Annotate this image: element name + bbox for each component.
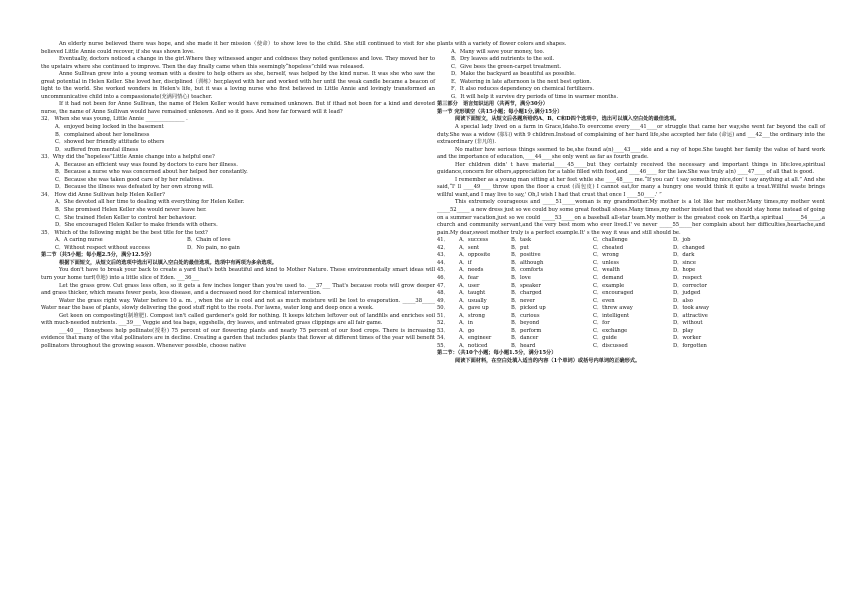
question-number: 52． [437, 320, 449, 327]
option: A．Because an efficient way was found by doctors to cure her illness. [55, 161, 238, 168]
choice-option: B．never [511, 297, 535, 304]
choice-row [437, 335, 825, 343]
question-stem: 35． Which of the following might be the best title for the text? [41, 229, 208, 236]
choice-option: D．job [673, 237, 691, 244]
passage-paragraph: Eventually, doctors noticed a change in the girl.Where they witnessed anger and coldness they noted gentleness and love. They moved her to the upstairs where she continued to improve. Then the day finally came when this seemingly“hopeless”child was released. [41, 56, 435, 70]
choice-option: A．taught [459, 290, 486, 297]
choice-option: C．cheated [593, 244, 624, 251]
options-row [41, 237, 435, 245]
choice-option: C．demand [593, 274, 624, 281]
choice-row [437, 267, 825, 275]
question-number: 41． [437, 237, 449, 244]
choice-option: D．attractive [673, 312, 708, 319]
choice-option: C．unless [593, 259, 619, 266]
choice-option: C．guide [593, 335, 617, 342]
section-title: 第二节：（共10个小题；每小题1.5分，满分15分） [437, 350, 557, 357]
option: D．Make the backyard as beautiful as possible. [451, 71, 576, 78]
question-block [41, 116, 435, 154]
choice-option: D．worker [673, 335, 702, 342]
question-number: 42． [437, 244, 449, 251]
choice-option: C．encouraged [593, 290, 634, 297]
choice-option: C．wrong [593, 252, 619, 259]
option: C．showed her friendly attitude to others [55, 139, 165, 146]
cloze-paragraph: This extremely courageous and _____51_____woman is my grandmother.My mother is a lot like her mother.Many times,my mother went _____52_____ a new dress just so we could buy some great football shoes.Many times,my mother insisted that we should stay home instead of going on a summer vacation,just so we could _____53_____on a baseball all-star team.My mother is the greatest cook on Earth,a spiritual ______54_____,a church and community servant,and the very best mom who ever lived.I' ve never _____55_____her complain about her difficulties,heartache,and pain.My dear,sweet mother truly is a perfect example.It' s the way it was and still should be. [437, 199, 825, 236]
choice-option: D．hope [673, 267, 696, 274]
choice-option: B．picked up [511, 305, 546, 312]
choice-option: A．gave up [459, 305, 489, 312]
passage-paragraph: Let the grass grow. Cut grass less often, so it gets a few inches longer than you're used to. ___37___ That's because roots will grow deeper and grass thicker, which means fewer pests, less disease, and a decreased need for chemical intervention. [41, 282, 435, 297]
cloze-paragraph: No matter how serious things seemed to be,she found a(n)____43____side and a ray of hope.She taught her family the value of hard work and the importance of education,____44____she only went as far as fourth grade. [437, 146, 825, 161]
cloze-paragraph: I remember as a young man sitting at her feet while she ____48____ me.“If you can' t say something nice,don' t say anything at all.” And she said,“I' ll ____49____ throw upon the floor a crust (面包皮) I cannot eat,for many a hungry one would think it quite a treat.Willful waste brings willful want,and I may live to say,' Oh,I wish I had that crust that once I ____50____.' ” [437, 176, 825, 198]
choice-option: A．user [459, 282, 480, 289]
passage-continuation: plants with a variety of flower colors and shapes. [437, 41, 567, 47]
choice-option: C．for [593, 320, 610, 327]
section-title: 第一节 完形填空（共15小题；每小题1分,满分15分） [437, 108, 563, 115]
choice-option: C．discussed [593, 342, 628, 349]
choice-option: C．exchange [593, 327, 628, 334]
question-stem: 33．Why did the“hopeless”Little Annie change into a helpful one? [41, 154, 215, 161]
choice-option: D．play [673, 327, 694, 334]
option: D．She encouraged Helen Keller to make friends with others. [55, 222, 218, 229]
choice-option: A．go [459, 327, 475, 334]
choice-option: B．positive [511, 252, 541, 259]
question-number: 46． [437, 274, 449, 281]
choice-row [437, 305, 825, 313]
question-stem: 34． How did Anne Sullivan help Helen Keller? [41, 191, 165, 198]
option: A．She devoted all her time to dealing with everything for Helen Keller. [55, 199, 245, 206]
choice-row [437, 260, 825, 268]
question-number: 55． [437, 342, 449, 349]
choice-option: D．judged [673, 290, 701, 297]
choice-option: A．opposite [459, 252, 491, 259]
choice-option: B．curious [511, 312, 540, 319]
choice-option: D．without [673, 320, 703, 327]
option: B．Dry leaves add nutrients to the soil. [451, 56, 555, 63]
left-column [41, 41, 435, 350]
passage-paragraph: Water the grass right way. Water before 10 a. m. , when the air is cool and not as much moisture will be lost to evaporation. _____38_____ Water near the base of plants, slowly delivering the good stuff right to the roots. For lawns, water long and deep once a week. [41, 297, 435, 312]
choice-row [437, 275, 825, 283]
option: C．Give bees the green-carpet treatment. [451, 63, 562, 70]
choice-option: A．fear [459, 274, 479, 281]
cloze-paragraph: A special lady lived on a farm in Grace,Idaho.To overcome every____41____or struggle that came her way,she went far beyond the call of duty.She was a widow (寡妇) with 9 children.Instead of complaining of her hard life,she accepted her fate (命运) and ___42___the ordinary into the extraordinary (非凡的). [437, 124, 825, 146]
question-number: 51． [437, 312, 449, 319]
choice-option: D．respect [673, 274, 702, 281]
option: D．suffered from mental illness [55, 146, 139, 153]
choice-option: D．changed [673, 244, 705, 251]
choice-option: C．challenge [593, 237, 628, 244]
option: C．She trained Helen Keller to control her behaviour. [55, 214, 197, 221]
choice-option: B．dancer [511, 335, 539, 342]
option: B．She promised Helen Keller she would never leave her. [55, 207, 207, 214]
passage-paragraph: You don't have to break your back to create a yard that's both beautiful and kind to Mother Nature. These environmentally smart ideas will turn your home turf(草地) into a little slice of Eden. ___36___ [41, 267, 435, 281]
choice-option: B．task [511, 237, 531, 244]
choice-row [437, 290, 825, 298]
choices-table [437, 237, 825, 350]
choice-option: B．put [511, 244, 529, 251]
right-column [437, 41, 825, 366]
choice-row [437, 328, 825, 336]
question-number: 47． [437, 282, 449, 289]
question-stem: 32． When she was young, Little Annie _______________ . [41, 116, 188, 123]
choice-option: B．although [511, 259, 544, 266]
option: D．No pain, no gain [187, 244, 240, 251]
choice-option: C．threw away [593, 305, 633, 312]
passage-paragraph: An elderly nurse believed there was hope, and she made it her mission（使命）to show love to the child. She still continued to visit for she believed Little Annie could recover, if she was shown love. [41, 41, 435, 55]
choice-option: B．speaker [511, 282, 541, 289]
option: C．Without respect without success [55, 244, 150, 251]
option: E．Watering in late afternoon is the next best option. [451, 78, 592, 85]
passage-paragraph: Get keen on compostingt(制堆肥). Compost isn't called gardener's gold for nothing. It keeps kitchen leftover out of landfills and enriches soil with much-needed nutrients. ___39___ Veggie and tea bags, eggshells, dry leaves, and untreated grass clippings are all fair game. [41, 312, 435, 327]
choice-option: B．comforts [511, 267, 544, 274]
choice-row [437, 252, 825, 260]
section-instructions: 阅读下面材料，在空白处填入适当的内容（1个单词）或括号内单词的正确形式。 [455, 357, 641, 364]
choice-row [437, 283, 825, 291]
option: G．It will help it survive dry periods of time in warmer months. [451, 93, 618, 100]
choice-option: D．forgotten [673, 342, 707, 349]
choice-row [437, 245, 825, 253]
question-number: 43． [437, 252, 449, 259]
question-number: 54． [437, 335, 449, 342]
choice-option: B．heard [511, 342, 536, 349]
choice-option: D．took away [673, 305, 710, 312]
question-number: 45． [437, 267, 449, 274]
choice-row [437, 313, 825, 321]
passage-paragraph: If it had not been for Anne Sullivan, the name of Helen Keller would have remained unknown. But if ithad not been for a kind and devoted nurse, the name of Anne Sullivan would have remained unknown. And so it goes. And how far forward will it lead? [41, 101, 435, 115]
option: B．complained about her loneliness [55, 131, 150, 138]
question-number: 53． [437, 327, 449, 334]
choice-option: A．if [459, 259, 472, 266]
choice-option: C．even [593, 297, 615, 304]
question-number: 50． [437, 305, 449, 312]
choice-option: C．example [593, 282, 625, 289]
choice-option: C．wealth [593, 267, 620, 274]
question-block [41, 192, 435, 230]
choice-option: B．perform [511, 327, 542, 334]
section-title: 第二节（共5小题；每小题2.5分，满分12.5分） [41, 252, 155, 259]
choice-option: B．beyond [511, 320, 540, 327]
choice-row [437, 320, 825, 328]
option: C．Because she was taken good care of by her relatives. [55, 176, 204, 183]
option: A．A caring nurse [55, 237, 103, 244]
question-35 [41, 230, 435, 253]
question-block [41, 154, 435, 192]
part-title: 第三部分 语言知识运用（共两节，满分30分） [437, 101, 548, 108]
choice-option: D．corrector [673, 282, 707, 289]
choice-row [437, 237, 825, 245]
choice-option: A．engineer [459, 335, 492, 342]
section-instructions: 根据下面短文，从短文后的选项中选出可以填入空白处的最佳选项。选项中有两项为多余选项。 [59, 259, 277, 266]
option: F．It also reduces dependency on chemical fertilizers. [451, 86, 595, 93]
question-number: 49． [437, 297, 449, 304]
option: A．enjoyed being locked in the basement [55, 124, 164, 131]
choice-option: A．needs [459, 267, 484, 274]
choice-option: A．sent [459, 244, 480, 251]
choice-row [437, 298, 825, 306]
choice-option: A．strong [459, 312, 485, 319]
option: B．Chain of love [187, 237, 231, 244]
cloze-paragraph: Her children didn' t have material_____45_____but they certainly received the necessary and important things in life:love,spiritual guidance,concern for others,appreciation for a table filled with food,and ____46____ for the law.She was truly a(n) ____47____ of all that is good. [437, 161, 825, 176]
question-number: 48． [437, 290, 449, 297]
passage-paragraph: ___40___ Honeybees help pollinate(授粉) 75 percent of our flowering plants and nearly 75 percent of our food crops. There is increasing evidence that many of the vital pollinators are in decline. Creating a garden that includes plants that flower at different times of the year will benefit pollinators throughout the growing season. Whenever possible, choose native [41, 327, 435, 349]
choice-option: D．since [673, 259, 696, 266]
choice-option: C．intelligent [593, 312, 630, 319]
option: B．Because a nurse who was concerned about her helped her constantly. [55, 169, 248, 176]
choice-option: D．also [673, 297, 693, 304]
choice-option: A．success [459, 237, 489, 244]
passage-paragraph: Anne Sullivan grew into a young woman with a desire to help others as she, herself, was helped by the kind nurse. It was she who saw the great potential in Helen Keller. She loved her, disciplined（训练）her,played with her and worked with her until the weak candle became a beacon of light to the world. She worked wonders in Helen's life, but it was a loving nurse who first believed in Little Annie and lovingly transformed an uncommunicative child into a compassionate(充满同情心) teacher. [41, 71, 435, 100]
question-number: 44． [437, 259, 449, 266]
choice-option: A．in [459, 320, 473, 327]
choice-option: D．dark [673, 252, 695, 259]
choice-option: A．noticed [459, 342, 488, 349]
choice-option: B．love [511, 274, 531, 281]
option: D．Because the illness was defeated by her own strong will. [55, 184, 214, 191]
choice-option: A．usually [459, 297, 487, 304]
choice-option: B．charged [511, 290, 542, 297]
section-instructions: 阅读下面短文，从短文后各题所给的A、B、C和D四个选项中，选出可以填入空白处的最佳选项。 [455, 116, 680, 123]
option: A．Many will save your money, too. [451, 48, 545, 55]
